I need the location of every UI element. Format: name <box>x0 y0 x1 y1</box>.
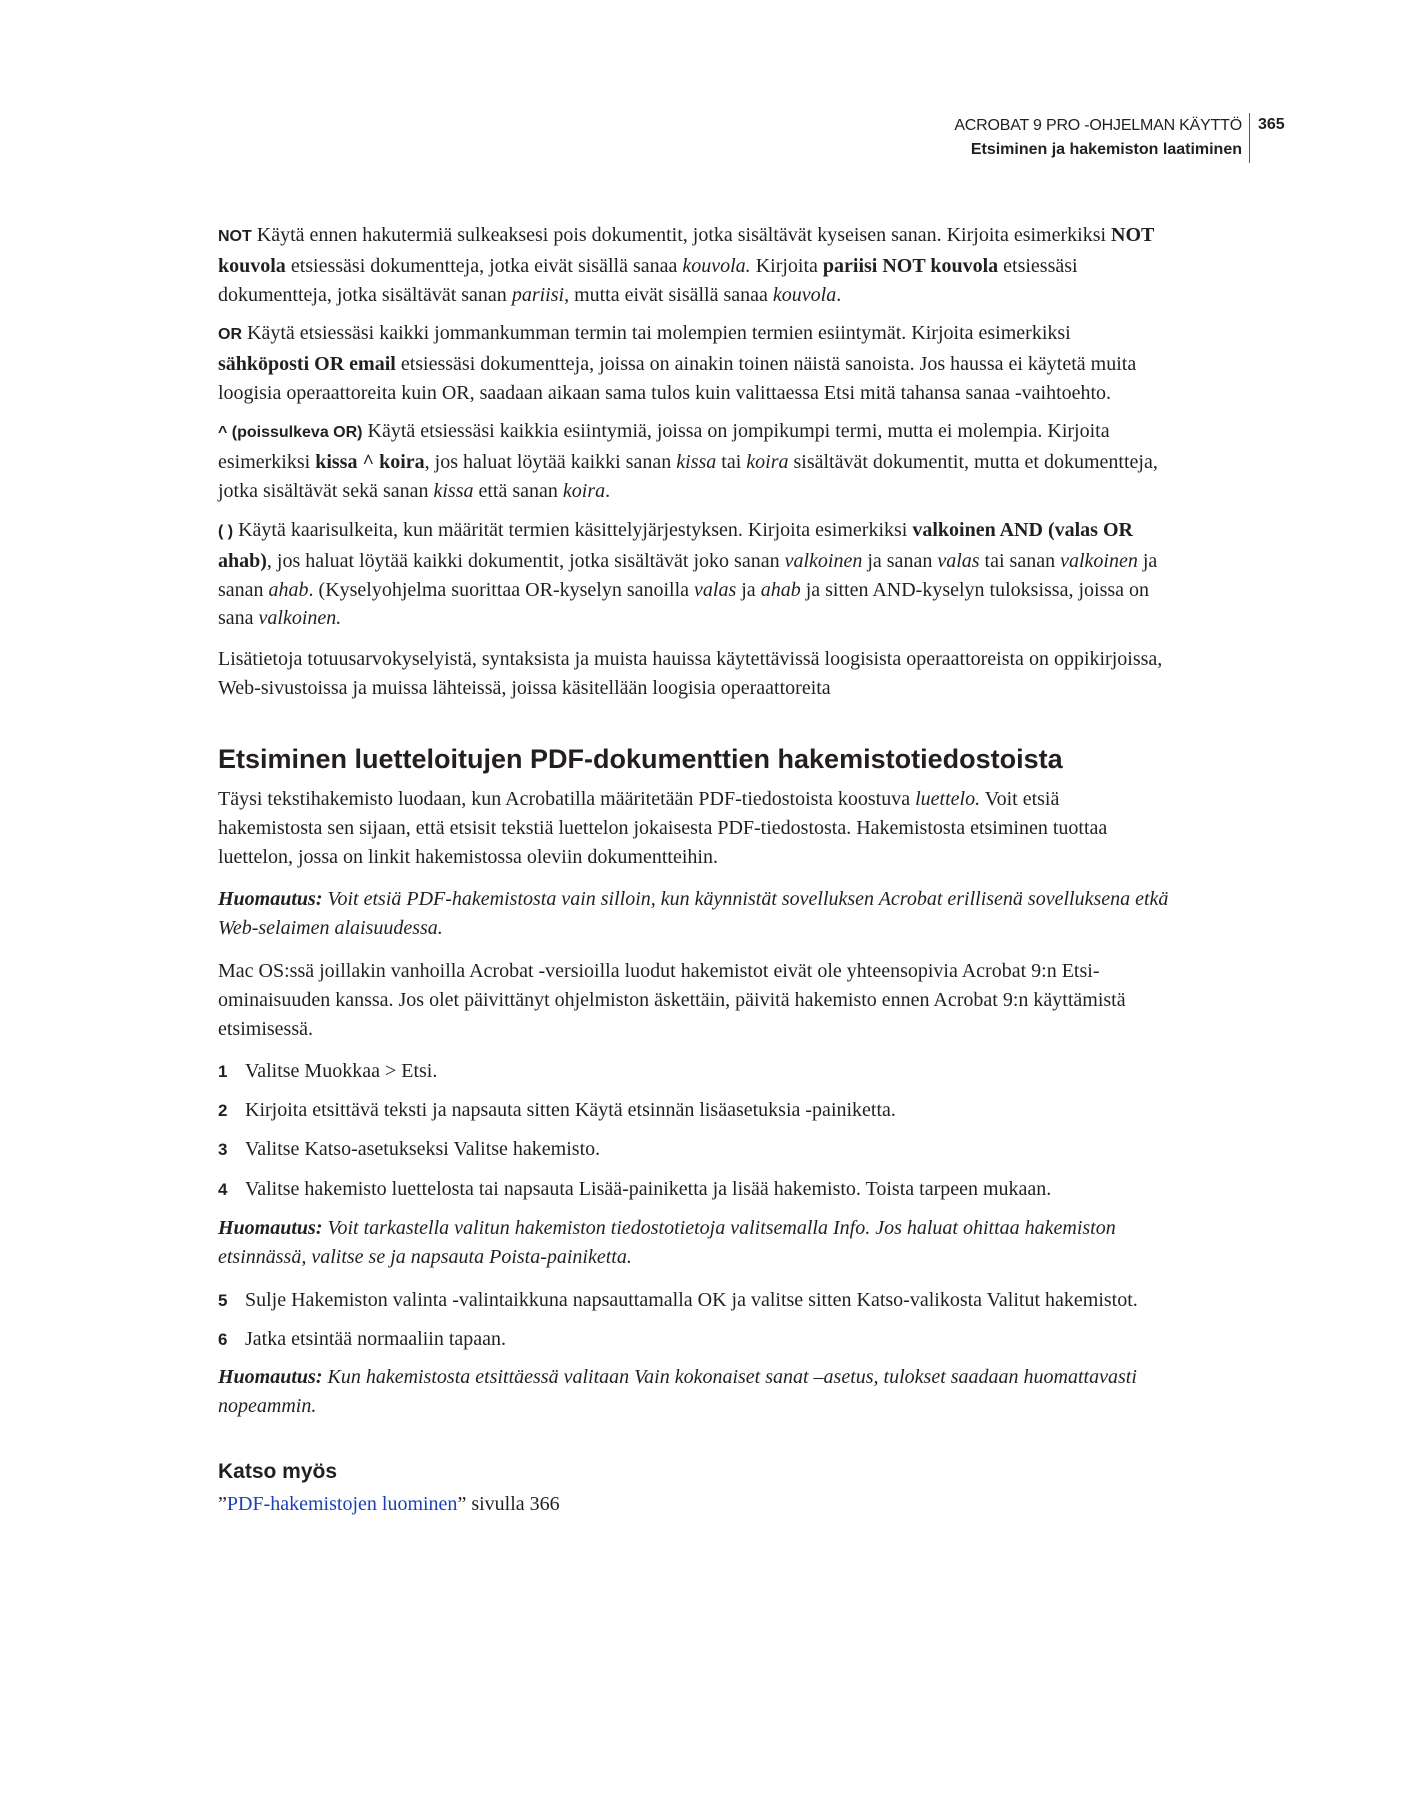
text-run: valas <box>937 549 980 572</box>
text-run: Voit etsiä <box>980 788 1060 810</box>
text-run: Mac OS:ssä joillakin vanhoilla Acrobat -versioilla luodut hakemistot eivät ole yhteensopivia Acrobat 9:n Etsi- <box>218 960 1100 982</box>
text-run: ja <box>1137 549 1158 572</box>
text-run: koira <box>746 450 789 473</box>
section-heading: Etsiminen luetteloitujen PDF-dokumenttien hakemistotiedostoista <box>218 744 1063 774</box>
text-run: pariisi <box>511 283 565 306</box>
text-run: valkoinen <box>784 549 863 572</box>
text-run: sana <box>218 607 259 630</box>
operator-term: OR <box>218 326 242 343</box>
text-run: etsimisessä. <box>218 1017 313 1040</box>
cross-reference-link[interactable]: PDF-hakemistojen luominen <box>226 1493 458 1515</box>
text-run: pariisi NOT kouvola <box>822 254 999 277</box>
step-number: 1 <box>218 1062 228 1081</box>
text-run: sähköposti OR email <box>218 352 396 375</box>
text-run: ominaisuuden kanssa. Jos olet päivittänyt ohjelmiston äskettäin, päivitä hakemisto ennen Acrobat 9:n käyttämistä <box>218 988 1126 1011</box>
paragraph-or <box>218 319 1248 407</box>
text-run: Valitse Muokkaa > Etsi. <box>245 1060 438 1082</box>
text-run: kissa <box>433 479 474 502</box>
paragraph-parentheses <box>218 516 1248 633</box>
text-run: ahab <box>268 578 309 601</box>
step-number: 4 <box>218 1180 228 1199</box>
running-header-title: ACROBAT 9 PRO -OHJELMAN KÄYTTÖ <box>954 117 1242 134</box>
text-run: Käytä etsiessäsi kaikki jommankumman termin tai molempien termien esiintymät. Kirjoita esimerkiksi <box>242 322 1071 344</box>
text-run: tai sanan <box>979 549 1061 572</box>
see-also-reference <box>218 1490 1248 1519</box>
text-run: että sanan <box>473 479 563 502</box>
text-run: Huomautus: <box>218 888 323 910</box>
text-run: hakemistosta sen sijaan, että etsisit tekstiä luettelon jokaisesta PDF-tiedostosta. Hakemistosta etsiminen tuottaa <box>218 816 1108 839</box>
step-2 <box>218 1096 1248 1126</box>
text-run: nopeammin. <box>218 1394 317 1417</box>
text-run: valkoinen <box>1060 549 1138 572</box>
text-run: jotka sisältävät sekä sanan <box>218 479 434 502</box>
text-run: valkoinen AND (valas OR <box>912 519 1133 541</box>
text-run: ahab) <box>218 549 267 572</box>
text-run: etsinnässä, valitse se ja napsauta Poista-painiketta. <box>218 1245 632 1268</box>
text-run: Kun hakemistosta etsittäessä valitaan Vain kokonaiset sanat –asetus, tulokset saadaan huomattavasti <box>322 1366 1137 1388</box>
text-run: . <box>605 479 611 502</box>
operator-term: ^ (poissulkeva OR) <box>218 424 363 441</box>
text-run: etsiessäsi dokumentteja, jotka eivät sisällä sanaa <box>285 254 683 277</box>
step-number: 3 <box>218 1140 228 1159</box>
text-run: Lisätietoja totuusarvokyselyistä, syntaksista ja muista hauissa käytettävissä loogisista operaattoreista on oppikirjoissa, <box>218 648 1163 670</box>
step-number: 6 <box>218 1330 228 1349</box>
text-run: Käytä kaarisulkeita, kun määrität termien käsittelyjärjestyksen. Kirjoita esimerkiksi <box>233 519 913 541</box>
step-number: 2 <box>218 1101 228 1120</box>
text-run: , jos haluat löytää kaikki sanan <box>424 450 677 473</box>
text-run: ja sitten AND-kyselyn tuloksissa, joissa on <box>800 578 1150 601</box>
text-run: luettelon, jossa on linkit hakemistossa oleviin dokumentteihin. <box>218 845 718 868</box>
text-run: esimerkiksi <box>218 450 316 473</box>
text-run: Täysi tekstihakemisto luodaan, kun Acrobatilla määritetään PDF-tiedostoista koostuva <box>218 788 916 810</box>
operator-term: ( ) <box>218 523 234 540</box>
text-run: kissa <box>676 450 717 473</box>
text-run: kissa ^ koira <box>315 450 425 473</box>
text-run: Käytä etsiessäsi kaikkia esiintymiä, joissa on jompikumpi termi, mutta ei molempia. Kirjoita <box>362 420 1110 442</box>
step-number: 5 <box>218 1291 228 1310</box>
paragraph-xor <box>218 417 1248 505</box>
step-4 <box>218 1175 1248 1205</box>
text-run: Huomautus: <box>218 1217 323 1239</box>
page-number: 365 <box>1258 116 1285 133</box>
paragraph-intro <box>218 785 1248 871</box>
text-run: ” sivulla 366 <box>457 1493 560 1515</box>
text-run: Voit etsiä PDF-hakemistosta vain silloin, kun käynnistät sovelluksen Acrobat erillisenä sovelluksena etkä <box>322 888 1169 910</box>
text-run: luettelo. <box>915 788 981 810</box>
text-run: Kirjoita etsittävä teksti ja napsauta sitten Käytä etsinnän lisäasetuksia -painiketta. <box>245 1099 896 1121</box>
text-run: . <box>836 283 842 306</box>
text-run: etsiessäsi <box>998 254 1078 277</box>
text-run: , mutta eivät sisällä sanaa <box>564 283 773 306</box>
step-1 <box>218 1057 1248 1087</box>
header-divider <box>1249 113 1250 163</box>
text-run: Kirjoita <box>750 254 823 277</box>
text-run: Web-sivustoissa ja muissa lähteissä, joissa käsitellään loogisia operaattoreita <box>218 676 831 699</box>
text-run: Jatka etsintää normaaliin tapaan. <box>245 1328 507 1350</box>
paragraph-more-info <box>218 645 1248 703</box>
text-run: Valitse hakemisto luettelosta tai napsauta Lisää-painiketta ja lisää hakemisto. Toista tarpeen mukaan. <box>245 1178 1052 1200</box>
text-run: NOT <box>1111 224 1155 246</box>
text-run: valas <box>694 578 737 601</box>
text-run: dokumentteja, jotka sisältävät sanan <box>218 283 512 306</box>
text-run: kouvola <box>218 254 286 277</box>
see-also-heading: Katso myös <box>218 1460 338 1483</box>
text-run: , jos haluat löytää kaikki dokumentit, jotka sisältävät joko sanan <box>266 549 785 572</box>
operator-term: NOT <box>218 228 252 245</box>
paragraph-mac <box>218 957 1248 1043</box>
text-run: ja sanan <box>862 549 938 572</box>
text-run: Web-selaimen alaisuudessa. <box>218 916 443 939</box>
text-run: etsiessäsi dokumentteja, joissa on ainakin toinen näistä sanoista. Jos haussa ei käytetä muita <box>395 352 1137 375</box>
text-run: ” <box>218 1493 227 1515</box>
text-run: ja <box>736 578 761 601</box>
text-run: sisältävät dokumentit, mutta et dokumentteja, <box>788 450 1158 473</box>
running-header-section: Etsiminen ja hakemiston laatiminen <box>970 141 1242 158</box>
text-run: koira <box>562 479 606 502</box>
text-run: kouvola <box>772 283 837 306</box>
text-run: loogisia operaattoreita kuin OR, saadaan aikaan sama tulos kuin valittaessa Etsi mitä tahansa sanaa -vaihtoehto. <box>218 381 1112 404</box>
step-3 <box>218 1135 1248 1165</box>
text-run: kouvola. <box>682 254 751 277</box>
text-run: Käytä ennen hakutermiä sulkeaksesi pois dokumentit, jotka sisältävät kyseisen sanan. Kirjoita esimerkiksi <box>251 224 1112 246</box>
text-run: Huomautus: <box>218 1366 323 1388</box>
note-1 <box>218 885 1248 943</box>
text-run: Valitse Katso-asetukseksi Valitse hakemisto. <box>245 1138 601 1160</box>
text-run: valkoinen. <box>258 607 342 630</box>
note-2 <box>218 1214 1248 1272</box>
text-run: tai <box>716 450 747 473</box>
text-run: Voit tarkastella valitun hakemiston tiedostotietoja valitsemalla Info. Jos haluat ohittaa hakemiston <box>322 1217 1116 1239</box>
paragraph-not <box>218 221 1248 309</box>
text-run: ahab <box>760 578 801 601</box>
text-run: . (Kyselyohjelma suorittaa OR-kyselyn sanoilla <box>308 578 695 601</box>
text-run: sanan <box>218 578 269 601</box>
note-3 <box>218 1363 1248 1421</box>
text-run: Sulje Hakemiston valinta -valintaikkuna napsauttamalla OK ja valitse sitten Katso-valikosta Valitut hakemistot. <box>245 1289 1138 1311</box>
step-6 <box>218 1325 1248 1355</box>
step-5 <box>218 1286 1248 1316</box>
